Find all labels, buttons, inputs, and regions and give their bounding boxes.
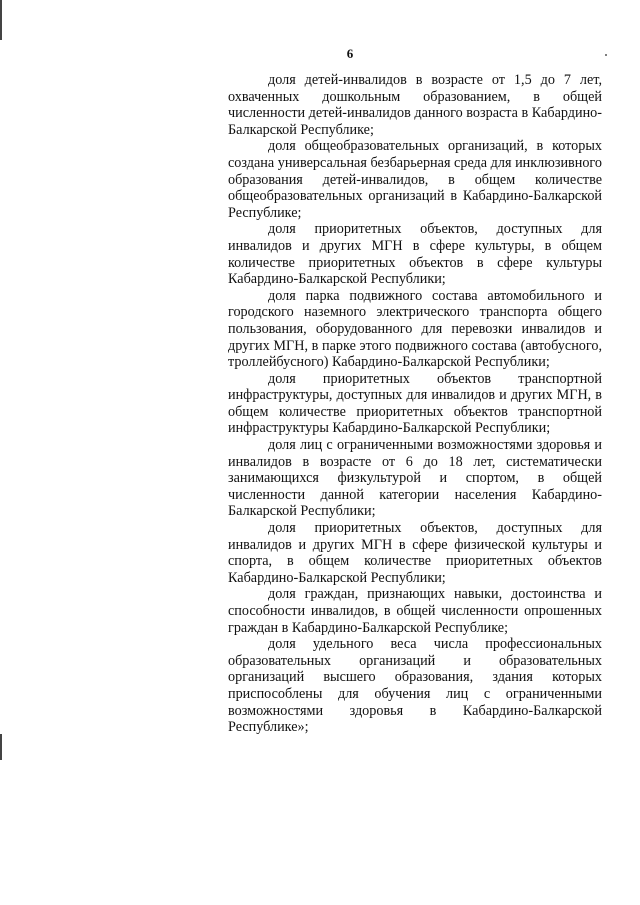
paragraph: доля общеобразовательных организаций, в которых создана универсальная безбарьерная среда для инклюзивного образования детей-инвалидов, в общем количестве общеобразовательных организаций в Кабардино-Балкарской Республике; [228, 138, 602, 221]
paragraph: доля граждан, признающих навыки, достоинства и способности инвалидов, в общей численности опрошенных граждан в Кабардино-Балкарской Республике; [228, 586, 602, 636]
paragraph: доля приоритетных объектов, доступных для инвалидов и других МГН в сфере физической культуры и спорта, в общем количестве приоритетных объектов Кабардино-Балкарской Республики; [228, 520, 602, 586]
page-number: 6 [346, 46, 354, 61]
body-text [228, 72, 602, 736]
paragraph: доля удельного веса числа профессиональных образовательных организаций и образовательных организаций высшего образования, здания которых приспособлены для обучения лиц с ограниченными возможностями здоровья в Кабардино-Балкарской Республике»; [228, 636, 602, 736]
scan-edge-mark [0, 734, 2, 760]
paragraph: доля приоритетных объектов транспортной инфраструктуры, доступных для инвалидов и других МГН, в общем количестве приоритетных объектов транспортной инфраструктуры Кабардино-Балкарской Республики; [228, 370, 602, 437]
paragraph: доля детей-инвалидов в возрасте от 1,5 до 7 лет, охваченных дошкольным образованием, в общей численности детей-инвалидов данного возраста в Кабардино-Балкарской Республике; [228, 72, 602, 138]
paragraph: доля приоритетных объектов, доступных для инвалидов и других МГН в сфере культуры, в общем количестве приоритетных объектов в сфере культуры Кабардино-Балкарской Республики; [228, 221, 602, 288]
scan-edge-mark [0, 0, 2, 40]
paragraph: доля парка подвижного состава автомобильного и городского наземного электрического транспорта общего пользования, оборудованного для перевозки инвалидов и других МГН, в парке этого подвижного состава (автобусного, троллейбусного) Кабардино-Балкарской Республики; [228, 287, 602, 371]
paragraph: доля лиц с ограниченными возможностями здоровья и инвалидов в возрасте от 6 до 18 лет, систематически занимающихся физкультурой и спортом, в общей численности данной категории населения Кабардино-Балкарской Республики; [228, 437, 602, 520]
